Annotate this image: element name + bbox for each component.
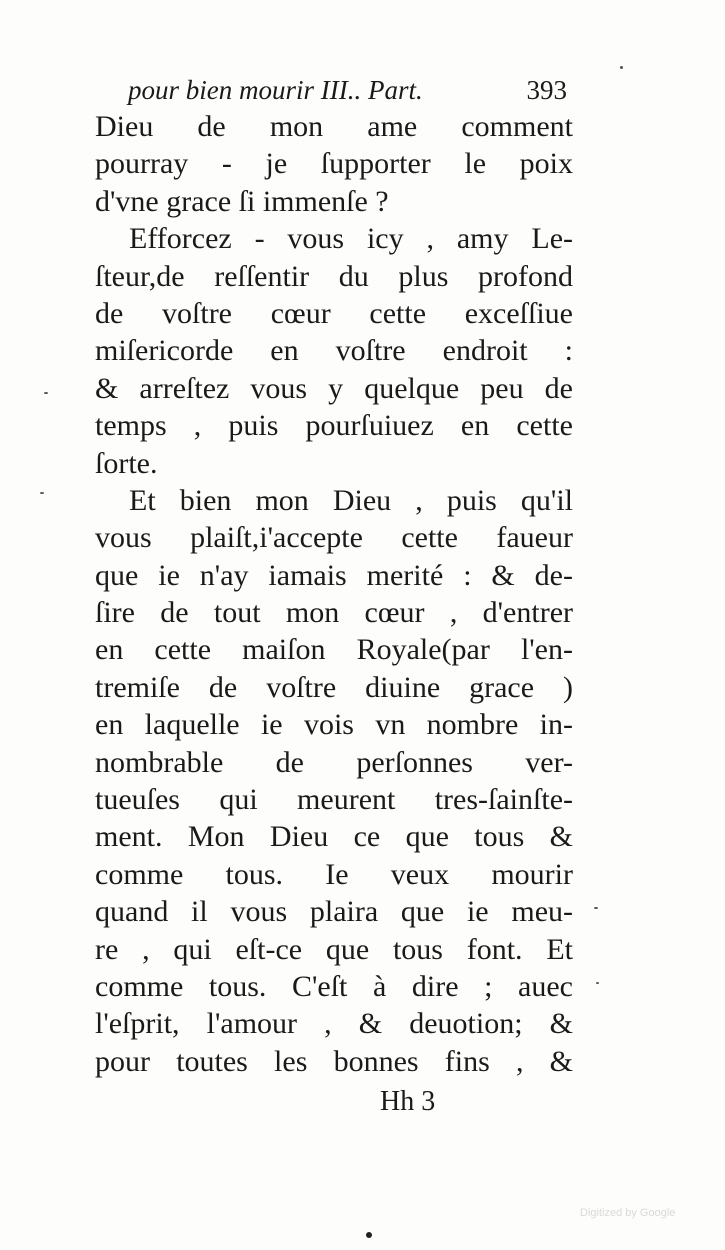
running-title: pour bien mourir III.. Part.	[128, 75, 423, 105]
text-line: ment. Mon Dieu ce que tous &	[95, 820, 573, 854]
text-line: l'eſprit, l'amour , & deuotion; &	[95, 1007, 573, 1041]
ink-speck	[44, 392, 48, 394]
text-line: ſire de tout mon cœur , d'entrer	[95, 596, 573, 630]
text-line: quand il vous plaira que ie meu-	[95, 895, 573, 929]
ink-speck	[596, 982, 599, 984]
text-line: pour toutes les bonnes fins , &	[95, 1044, 573, 1078]
watermark: Digitized by Google	[580, 1207, 676, 1219]
text-line: temps , puis pourſuiuez en cette	[95, 409, 573, 443]
text-line: en laquelle ie vois vn nombre in-	[95, 708, 573, 742]
text-line: d'vne grace ſi immenſe ?	[95, 184, 389, 218]
page-number: 393	[526, 75, 567, 105]
text-line: re , qui eſt-ce que tous font. Et	[95, 932, 573, 966]
text-line: de voſtre cœur cette exceſſiue	[95, 296, 573, 330]
ink-speck	[594, 907, 598, 909]
text-line: Et bien mon Dieu , puis qu'il	[129, 483, 573, 517]
text-line: Dieu de mon ame comment	[95, 110, 573, 143]
text-line: vous plaiſt,i'accepte cette faueur	[95, 521, 573, 555]
text-line: pourray - je ſupporter le poix	[95, 147, 573, 181]
text-line: ſteur,de reſſentir du plus profond	[95, 259, 573, 293]
text-line: comme tous. Ie veux mourir	[95, 857, 573, 891]
text-line: en cette maiſon Royale(par l'en-	[95, 633, 573, 667]
text-line: que ie n'ay iamais merité : & de-	[95, 558, 573, 592]
running-head	[128, 70, 573, 110]
text-line: & arreſtez vous y quelque peu de	[95, 371, 573, 405]
text-line: tremiſe de voſtre diuine grace )	[95, 670, 573, 704]
body-text	[95, 108, 573, 1080]
text-line: miſericorde en voſtre endroit :	[95, 334, 573, 368]
text-line: tueuſes qui meurent tres-ſainſte-	[95, 783, 573, 817]
ink-speck	[366, 1232, 372, 1238]
ink-speck	[40, 492, 44, 494]
text-line: ſorte.	[95, 446, 158, 480]
text-line: nombrable de perſonnes ver-	[95, 745, 573, 779]
text-line: comme tous. C'eſt à dire ; auec	[95, 969, 573, 1003]
text-line: Efforcez - vous icy , amy Le-	[129, 222, 573, 256]
signature-mark: Hh 3	[380, 1086, 436, 1117]
ink-speck	[620, 66, 623, 69]
